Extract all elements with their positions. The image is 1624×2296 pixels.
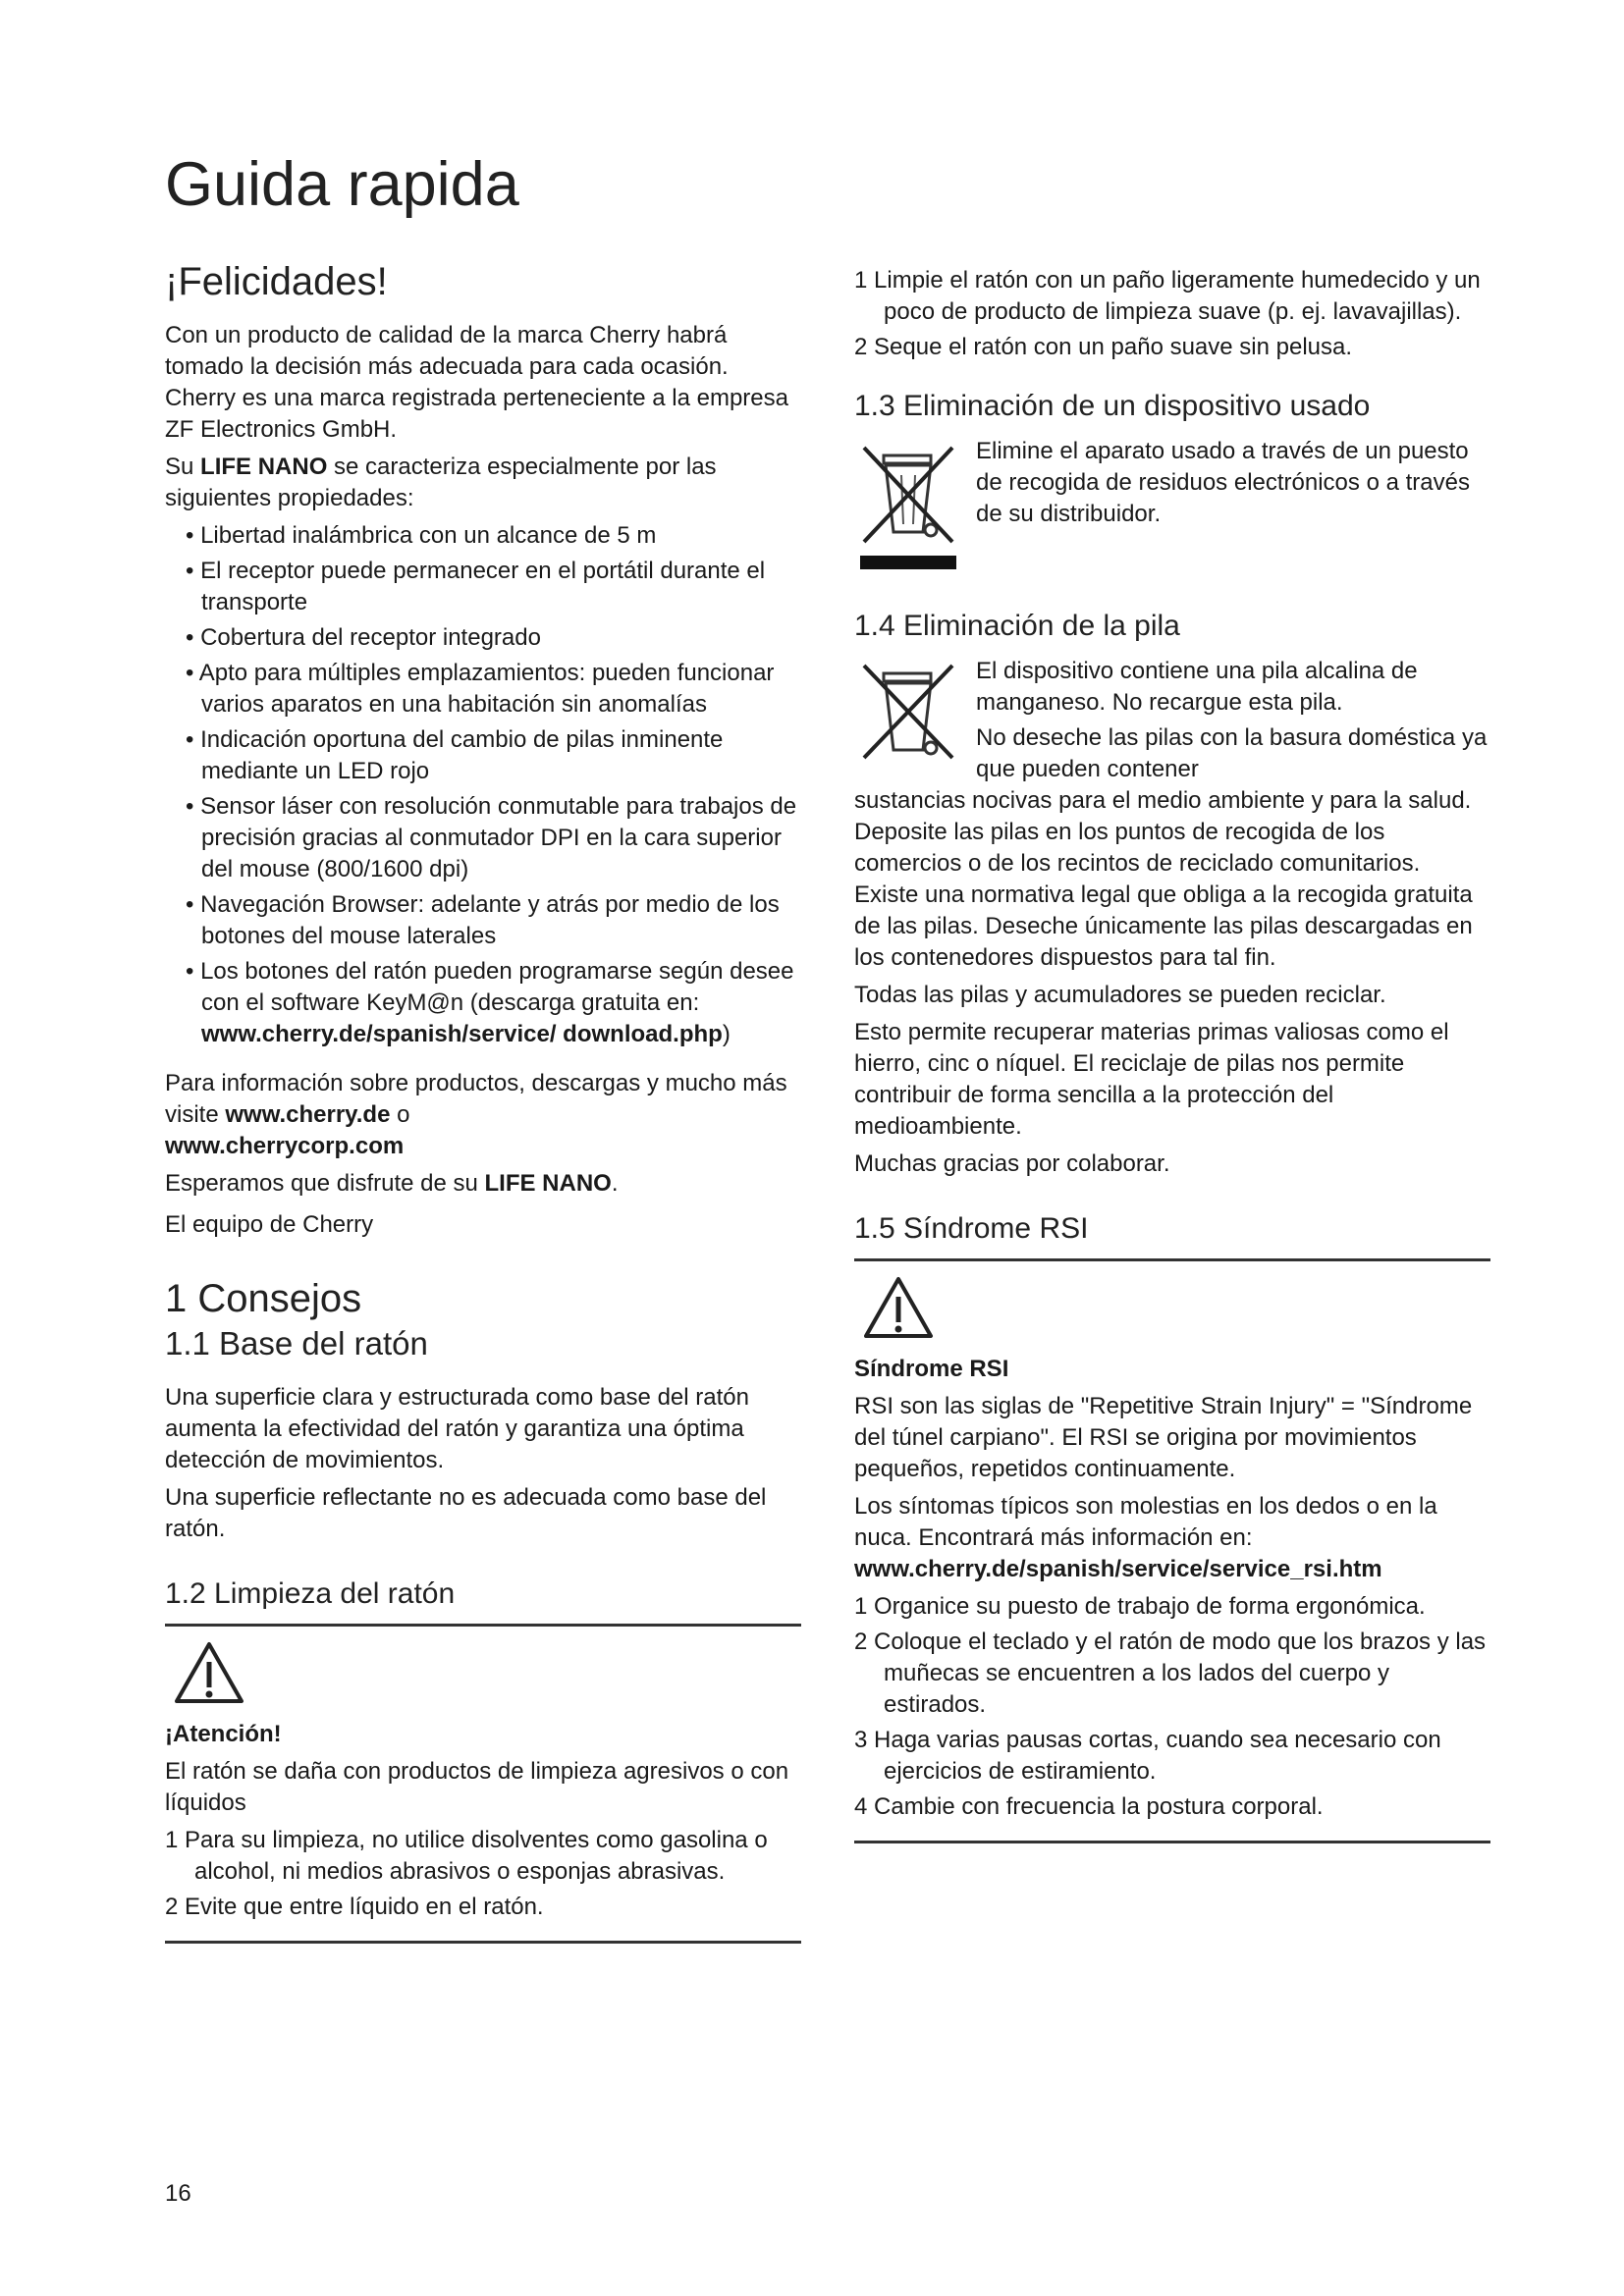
divider (854, 1258, 1490, 1261)
page-number: 16 (165, 2180, 191, 2207)
list-item: • Cobertura del receptor integrado (186, 624, 541, 651)
divider (165, 1624, 801, 1627)
enjoy-paragraph: Esperamos que disfrute de su LIFE NANO. (165, 1170, 619, 1197)
battery-paragraph: Esto permite recuperar materias primas valiosas como el hierro, cinc o níquel. El reciclaje de pilas nos permite contribuir de forma sencilla a la protección del medioambiente. (854, 1019, 1449, 1140)
list-item: • El receptor puede permanecer en el portátil durante el transporte (186, 558, 766, 615)
section-1-1-paragraph: Una superficie clara y estructurada como base del ratón aumenta la efectividad del ratón y garantiza una óptima detección de movimientos. (165, 1384, 749, 1473)
list-item: 3 Haga varias pausas cortas, cuando sea necesario con ejercicios de estiramiento. (854, 1727, 1441, 1785)
list-item: • Los botones del ratón pueden programarse según desee con el software KeyM@n (descarga gratuita en: www.cherry.de/spanish/service/ download.php) (186, 958, 794, 1047)
list-item: 2 Evite que entre líquido en el ratón. (165, 1894, 544, 1920)
list-item: • Libertad inalámbrica con un alcance de 5 m (186, 522, 657, 549)
warning-text: El ratón se daña con productos de limpieza agresivos o con líquidos (165, 1758, 789, 1816)
warning-triangle-icon (862, 1275, 1490, 1340)
divider (854, 1841, 1490, 1843)
cleaning-steps-list (854, 265, 1490, 363)
list-item: • Indicación oportuna del cambio de pilas inminente mediante un LED rojo (186, 726, 724, 784)
cherry-de-link[interactable]: www.cherry.de (225, 1101, 391, 1128)
section-1-5-heading: 1.5 Síndrome RSI (854, 1212, 1089, 1245)
warning-title: ¡Atención! (165, 1721, 282, 1747)
list-item: • Apto para múltiples emplazamientos: pueden funcionar varios aparatos en una habitación sin anomalías (186, 660, 775, 718)
consejos-heading: 1 Consejos (165, 1277, 362, 1320)
warning-triangle-icon (173, 1640, 801, 1705)
team-signoff: El equipo de Cherry (165, 1211, 374, 1238)
section-1-3-heading: 1.3 Eliminación de un dispositivo usado (854, 390, 1371, 422)
weee-text: Elimine el aparato usado a través de un puesto de recogida de residuos electrónicos o a través de su distribuidor. (976, 438, 1470, 527)
rsi-paragraph: RSI son las siglas de "Repetitive Strain Injury" = "Síndrome del túnel carpiano". El RSI se origina por movimientos pequeños, repetidos continuamente. (854, 1393, 1473, 1482)
list-item: 4 Cambie con frecuencia la postura corporal. (854, 1793, 1324, 1820)
section-1-1-paragraph: Una superficie reflectante no es adecuada como base del ratón. (165, 1484, 767, 1542)
cherrycorp-link[interactable]: www.cherrycorp.com (165, 1133, 405, 1159)
list-item: • Navegación Browser: adelante y atrás por medio de los botones del mouse laterales (186, 891, 780, 949)
page-title: Guida rapida (165, 150, 519, 219)
battery-paragraph: Todas las pilas y acumuladores se pueden reciclar. (854, 982, 1386, 1008)
warning-title: Síndrome RSI (854, 1356, 1009, 1382)
list-item: 1 Organice su puesto de trabajo de forma ergonómica. (854, 1593, 1426, 1620)
features-intro: Su LIFE NANO se caracteriza especialmente por las siguientes propiedades: (165, 454, 717, 511)
divider (165, 1941, 801, 1944)
battery-paragraph: Muchas gracias por colaborar. (854, 1150, 1170, 1177)
section-1-4-heading: 1.4 Eliminación de la pila (854, 610, 1180, 642)
list-item: 2 Coloque el teclado y el ratón de modo que los brazos y las muñecas se encuentren a los lados del cuerpo y estirados. (854, 1629, 1487, 1718)
product-name: LIFE NANO (484, 1170, 612, 1197)
battery-text: No deseche las pilas con la basura doméstica ya que pueden contener (976, 724, 1488, 782)
section-1-1-heading: 1.1 Base del ratón (165, 1325, 428, 1362)
battery-notice (854, 656, 1490, 785)
weee-notice (854, 436, 1490, 573)
rsi-link[interactable]: www.cherry.de/spanish/service/service_rsi.htm (854, 1556, 1382, 1582)
battery-paragraph: sustancias nocivas para el medio ambiente y para la salud. Deposite las pilas en los puntos de recogida de los comercios o de los recintos de reciclado comunitarios. Existe una normativa legal que obliga a la recogida gratuita de las pilas. Deseche únicamente las pilas descargadas en los contenedores dispuestos para tal fin. (854, 787, 1473, 971)
list-item: 1 Limpie el ratón con un paño ligeramente humedecido y un poco de producto de limpieza suave (p. ej. lavavajillas). (854, 267, 1481, 325)
download-link[interactable]: www.cherry.de/spanish/service/ download.php (201, 1021, 723, 1047)
info-paragraph: Para información sobre productos, descargas y mucho más visite www.cherry.de o www.cherrycorp.com (165, 1070, 787, 1159)
section-1-2-heading: 1.2 Limpieza del ratón (165, 1577, 456, 1610)
feature-list (165, 520, 801, 1050)
intro-paragraph: Con un producto de calidad de la marca Cherry habrá tomado la decisión más adecuada para cada ocasión. Cherry es una marca registrada perteneciente a la empresa ZF Electronics GmbH. (165, 322, 788, 443)
list-item: 2 Seque el ratón con un paño suave sin pelusa. (854, 334, 1353, 360)
cleaning-warning-list (165, 1825, 801, 1923)
rsi-list (854, 1591, 1490, 1823)
crossed-out-bin-icon (854, 656, 962, 764)
intro-heading: ¡Felicidades! (165, 260, 388, 303)
left-column (165, 257, 801, 1957)
product-name: LIFE NANO (200, 454, 328, 480)
battery-text: El dispositivo contiene una pila alcalina de manganeso. No recargue esta pila. (976, 658, 1418, 716)
crossed-out-bin-icon (854, 436, 962, 573)
list-item: • Sensor láser con resolución conmutable para trabajos de precisión gracias al conmutador DPI en la cara superior del mouse (800/1600 dpi) (186, 793, 797, 882)
right-column (854, 265, 1490, 1857)
rsi-paragraph: Los síntomas típicos son molestias en los dedos o en la nuca. Encontrará más información en: (854, 1493, 1437, 1551)
list-item: 1 Para su limpieza, no utilice disolventes como gasolina o alcohol, ni medios abrasivos o esponjas abrasivas. (165, 1827, 768, 1885)
